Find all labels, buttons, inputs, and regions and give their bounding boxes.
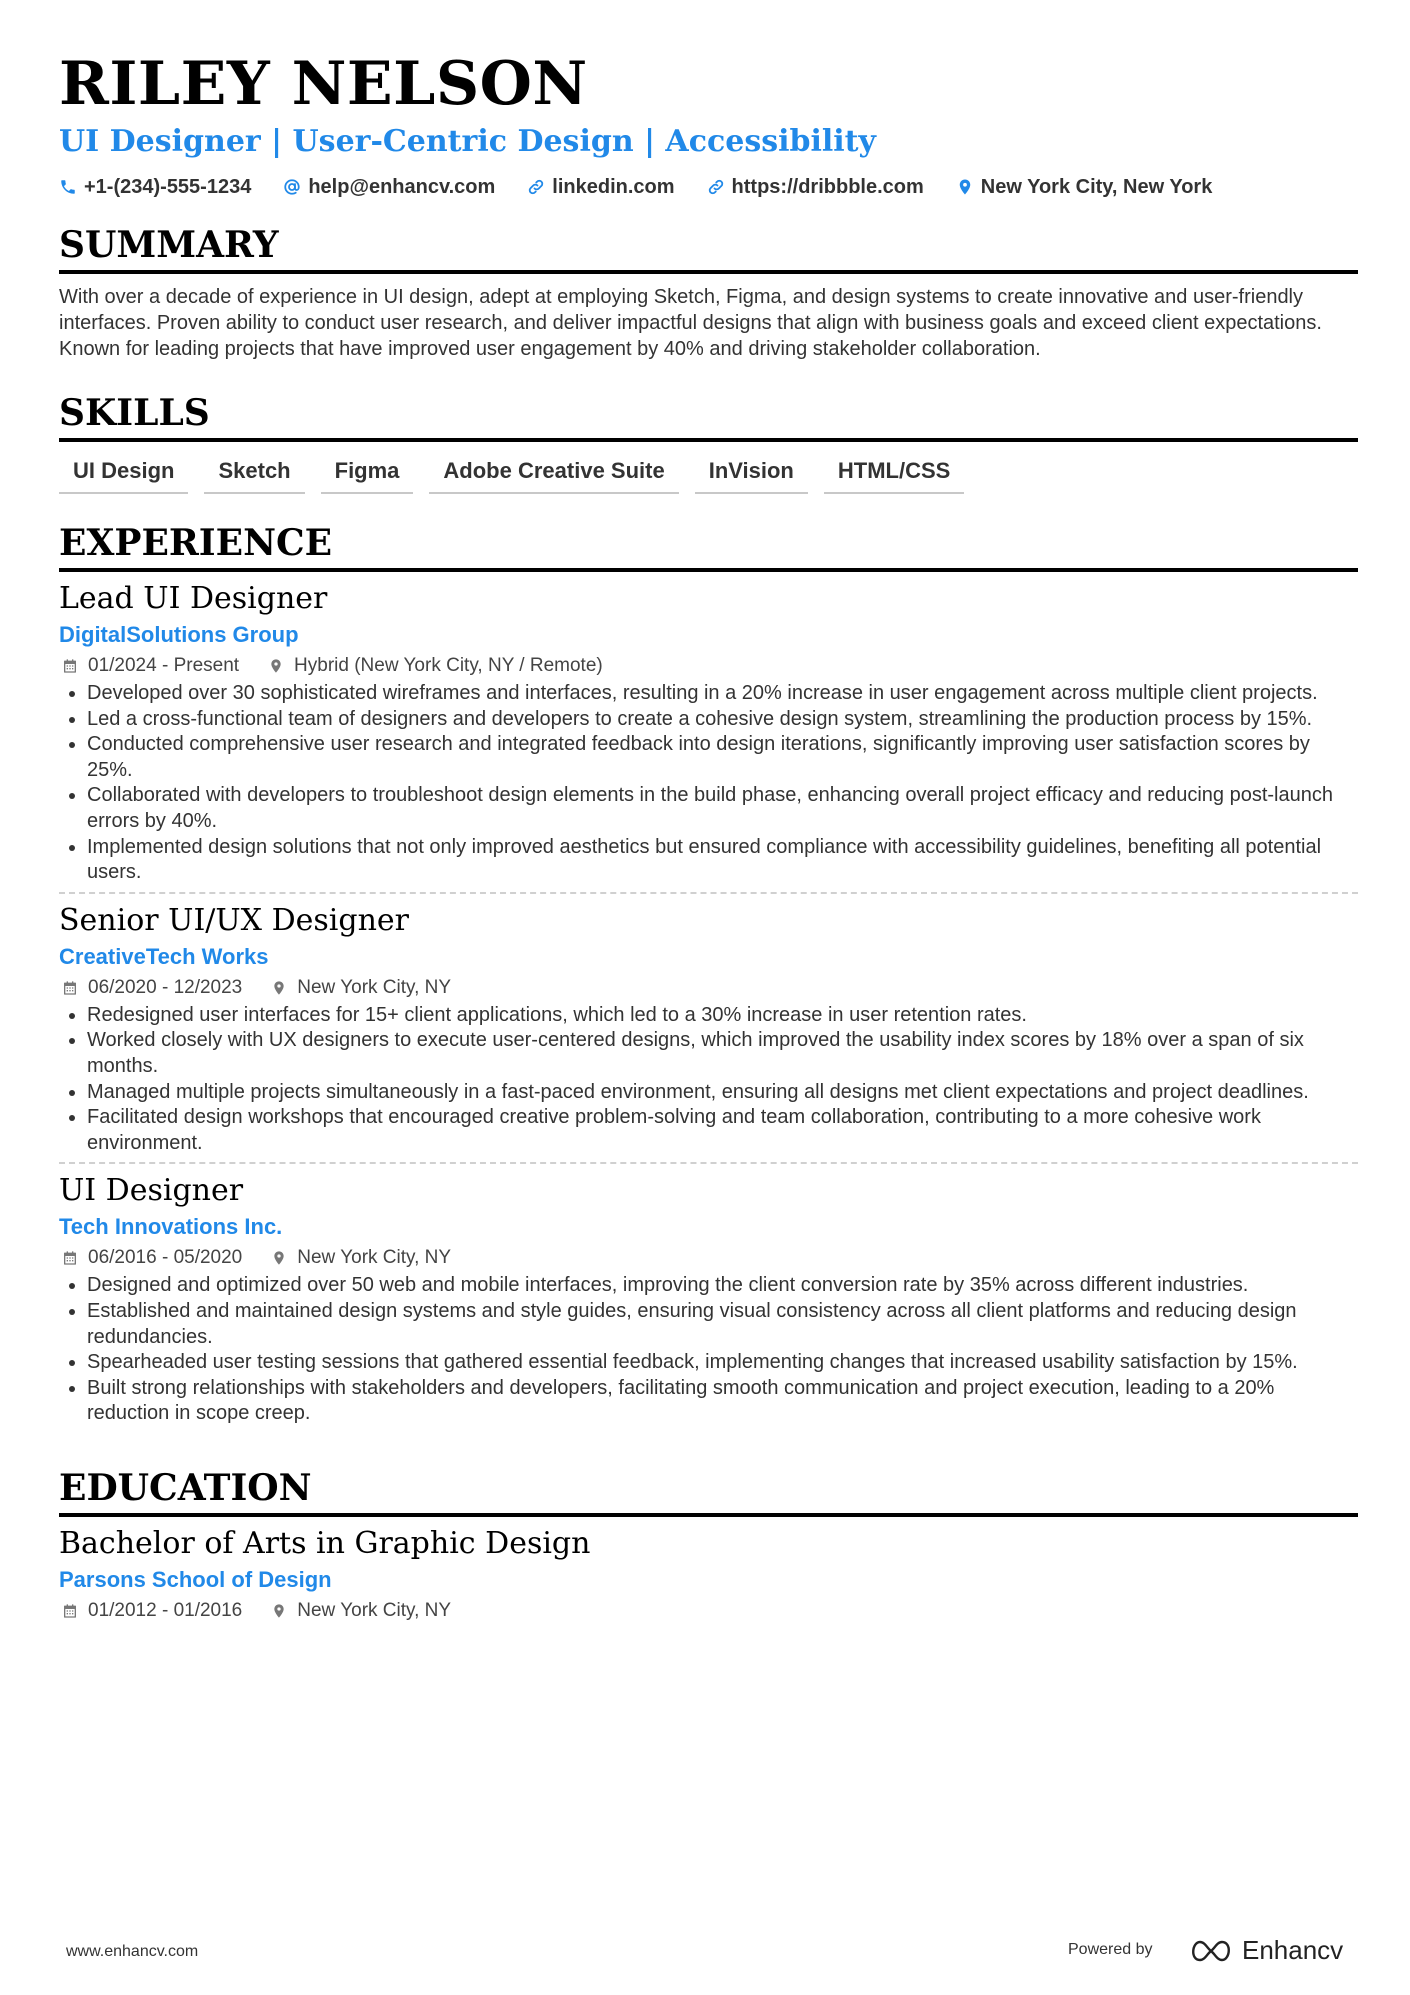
resume-header	[59, 48, 1358, 200]
contact-phone[interactable]	[59, 174, 251, 200]
at-icon	[283, 178, 301, 196]
school-name: Parsons School of Design	[59, 1566, 332, 1592]
bullet-item: • Implemented design solutions that not only improved aesthetics but ensured compliance with accessibility guidelines, benefiting all potential users.	[87, 835, 1358, 886]
calendar-icon	[62, 1250, 78, 1266]
map-pin-icon	[268, 658, 284, 674]
skills-section	[59, 392, 1358, 494]
job-meta	[59, 652, 1358, 680]
page-footer	[0, 1935, 1410, 1975]
job-location	[265, 652, 603, 680]
skill-tag: InVision	[695, 454, 808, 494]
skill-tag: HTML/CSS	[824, 454, 964, 494]
bullet-item: • Redesigned user interfaces for 15+ client applications, which led to a 30% increase in user retention rates.	[87, 1003, 1358, 1029]
location-text: New York City, NY	[297, 1599, 452, 1621]
experience-title: EXPERIENCE	[59, 522, 1358, 572]
bullet-item: • Collaborated with developers to troubleshoot design elements in the build phase, enhancing overall project efficacy and reducing post-launch errors by 40%.	[87, 783, 1358, 834]
job-title: UI Designer	[59, 1173, 244, 1209]
education-entry	[59, 1525, 1358, 1631]
degree-title: Bachelor of Arts in Graphic Design	[59, 1525, 591, 1561]
portfolio-text: https://dribbble.com	[731, 176, 924, 198]
job-title: Senior UI/UX Designer	[59, 902, 409, 938]
location-text: New York City, NY	[297, 1247, 452, 1269]
enhancv-logo[interactable]	[1188, 1935, 1343, 1966]
job-bullets	[59, 1273, 1358, 1427]
phone-icon	[59, 178, 77, 196]
calendar-icon	[62, 980, 78, 996]
bullet-item: • Developed over 30 sophisticated wireframes and interfaces, resulting in a 20% increase in user engagement across multiple client projects.	[87, 681, 1358, 707]
job-dates	[59, 652, 239, 680]
map-pin-icon	[956, 178, 974, 196]
skill-tag: UI Design	[59, 454, 188, 494]
dates-text: 06/2020 - 12/2023	[88, 976, 243, 998]
job-bullets	[59, 1003, 1358, 1157]
summary-title: SUMMARY	[59, 224, 1358, 274]
bullet-item: • Facilitated design workshops that encouraged creative problem-solving and team collaboration, contributing to a more cohesive work environment.	[87, 1105, 1358, 1156]
bullet-item: • Spearheaded user testing sessions that gathered essential feedback, implementing changes that increased usability satisfaction by 15%.	[87, 1350, 1358, 1376]
education-meta	[59, 1597, 1358, 1625]
calendar-icon	[62, 1603, 78, 1619]
enhancv-logo-icon	[1188, 1938, 1234, 1964]
bullet-item: • Conducted comprehensive user research and integrated feedback into design iterations, significantly improving user satisfaction scores by 25%.	[87, 732, 1358, 783]
linkedin-text: linkedin.com	[552, 176, 675, 198]
link-icon	[707, 178, 725, 196]
job-entry	[59, 580, 1358, 892]
bullet-item: • Built strong relationships with stakeholders and developers, facilitating smooth communication and project execution, leading to a 20% reduction in scope creep.	[87, 1376, 1358, 1427]
powered-by-label: Powered by	[1068, 1941, 1153, 1958]
location-text: New York City, New York	[980, 176, 1213, 198]
bullet-item: • Managed multiple projects simultaneously in a fast-paced environment, ensuring all designs met client expectations and project deadlines.	[87, 1080, 1358, 1106]
map-pin-icon	[271, 980, 287, 996]
summary-text: With over a decade of experience in UI design, adept at employing Sketch, Figma, and design systems to create innovative and user-friendly interfaces. Proven ability to conduct user research, and deliver impactful designs that align with business goals and exceed client expectations. Known for leading projects that have improved user engagement by 40% and driving stakeholder collaboration.	[59, 286, 1322, 360]
education-title: EDUCATION	[59, 1467, 1358, 1517]
summary-section	[59, 224, 1358, 362]
education-section	[59, 1467, 1358, 1631]
skill-tag: Figma	[321, 454, 414, 494]
job-dates	[59, 974, 242, 1002]
contact-linkedin[interactable]	[527, 174, 674, 200]
location-text: New York City, NY	[297, 976, 452, 998]
job-entry	[59, 1162, 1358, 1433]
job-meta	[59, 1244, 1358, 1272]
skill-tag: Sketch	[204, 454, 304, 494]
job-title: Lead UI Designer	[59, 581, 328, 616]
skills-title: SKILLS	[59, 392, 1358, 442]
company-name: DigitalSolutions Group	[59, 622, 299, 647]
bullet-item: • Led a cross-functional team of designers and developers to create a cohesive design system, streamlining the production process by 15%.	[87, 707, 1358, 733]
job-dates	[59, 1244, 242, 1272]
email-text: help@enhancv.com	[308, 176, 496, 198]
map-pin-icon	[271, 1603, 287, 1619]
job-bullets	[59, 681, 1358, 886]
dates-text: 06/2016 - 05/2020	[88, 1247, 243, 1269]
contact-portfolio[interactable]	[707, 174, 924, 200]
link-icon	[527, 178, 545, 196]
location-text: Hybrid (New York City, NY / Remote)	[294, 655, 603, 676]
education-location	[268, 1597, 451, 1625]
phone-text: +1-(234)-555-1234	[84, 176, 252, 198]
bullet-item: • Established and maintained design systems and style guides, ensuring visual consistency across all client platforms and reducing design redundancies.	[87, 1299, 1358, 1350]
brand-name: Enhancv	[1242, 1935, 1344, 1965]
experience-section	[59, 522, 1358, 1433]
candidate-name: RILEY NELSON	[59, 49, 588, 119]
headline: UI Designer | User-Centric Design | Accessibility	[59, 124, 876, 159]
dates-text: 01/2024 - Present	[88, 655, 240, 676]
job-entry	[59, 892, 1358, 1163]
bullet-item: • Designed and optimized over 50 web and mobile interfaces, improving the client conversion rate by 35% across different industries.	[87, 1273, 1358, 1299]
dates-text: 01/2012 - 01/2016	[88, 1599, 243, 1621]
company-name: Tech Innovations Inc.	[59, 1214, 283, 1240]
skill-tag: Adobe Creative Suite	[429, 454, 678, 494]
skills-list	[59, 454, 1358, 494]
calendar-icon	[62, 658, 78, 674]
company-name: CreativeTech Works	[59, 943, 269, 969]
contact-row	[59, 174, 1358, 200]
education-dates	[59, 1597, 242, 1625]
contact-email[interactable]	[283, 174, 495, 200]
map-pin-icon	[271, 1250, 287, 1266]
contact-location	[956, 174, 1213, 200]
job-location	[268, 974, 451, 1002]
job-location	[268, 1244, 451, 1272]
footer-url[interactable]: www.enhancv.com	[66, 1943, 199, 1960]
job-meta	[59, 974, 1358, 1002]
bullet-item: • Worked closely with UX designers to execute user-centered designs, which improved the usability index scores by 18% over a span of six months.	[87, 1028, 1358, 1079]
